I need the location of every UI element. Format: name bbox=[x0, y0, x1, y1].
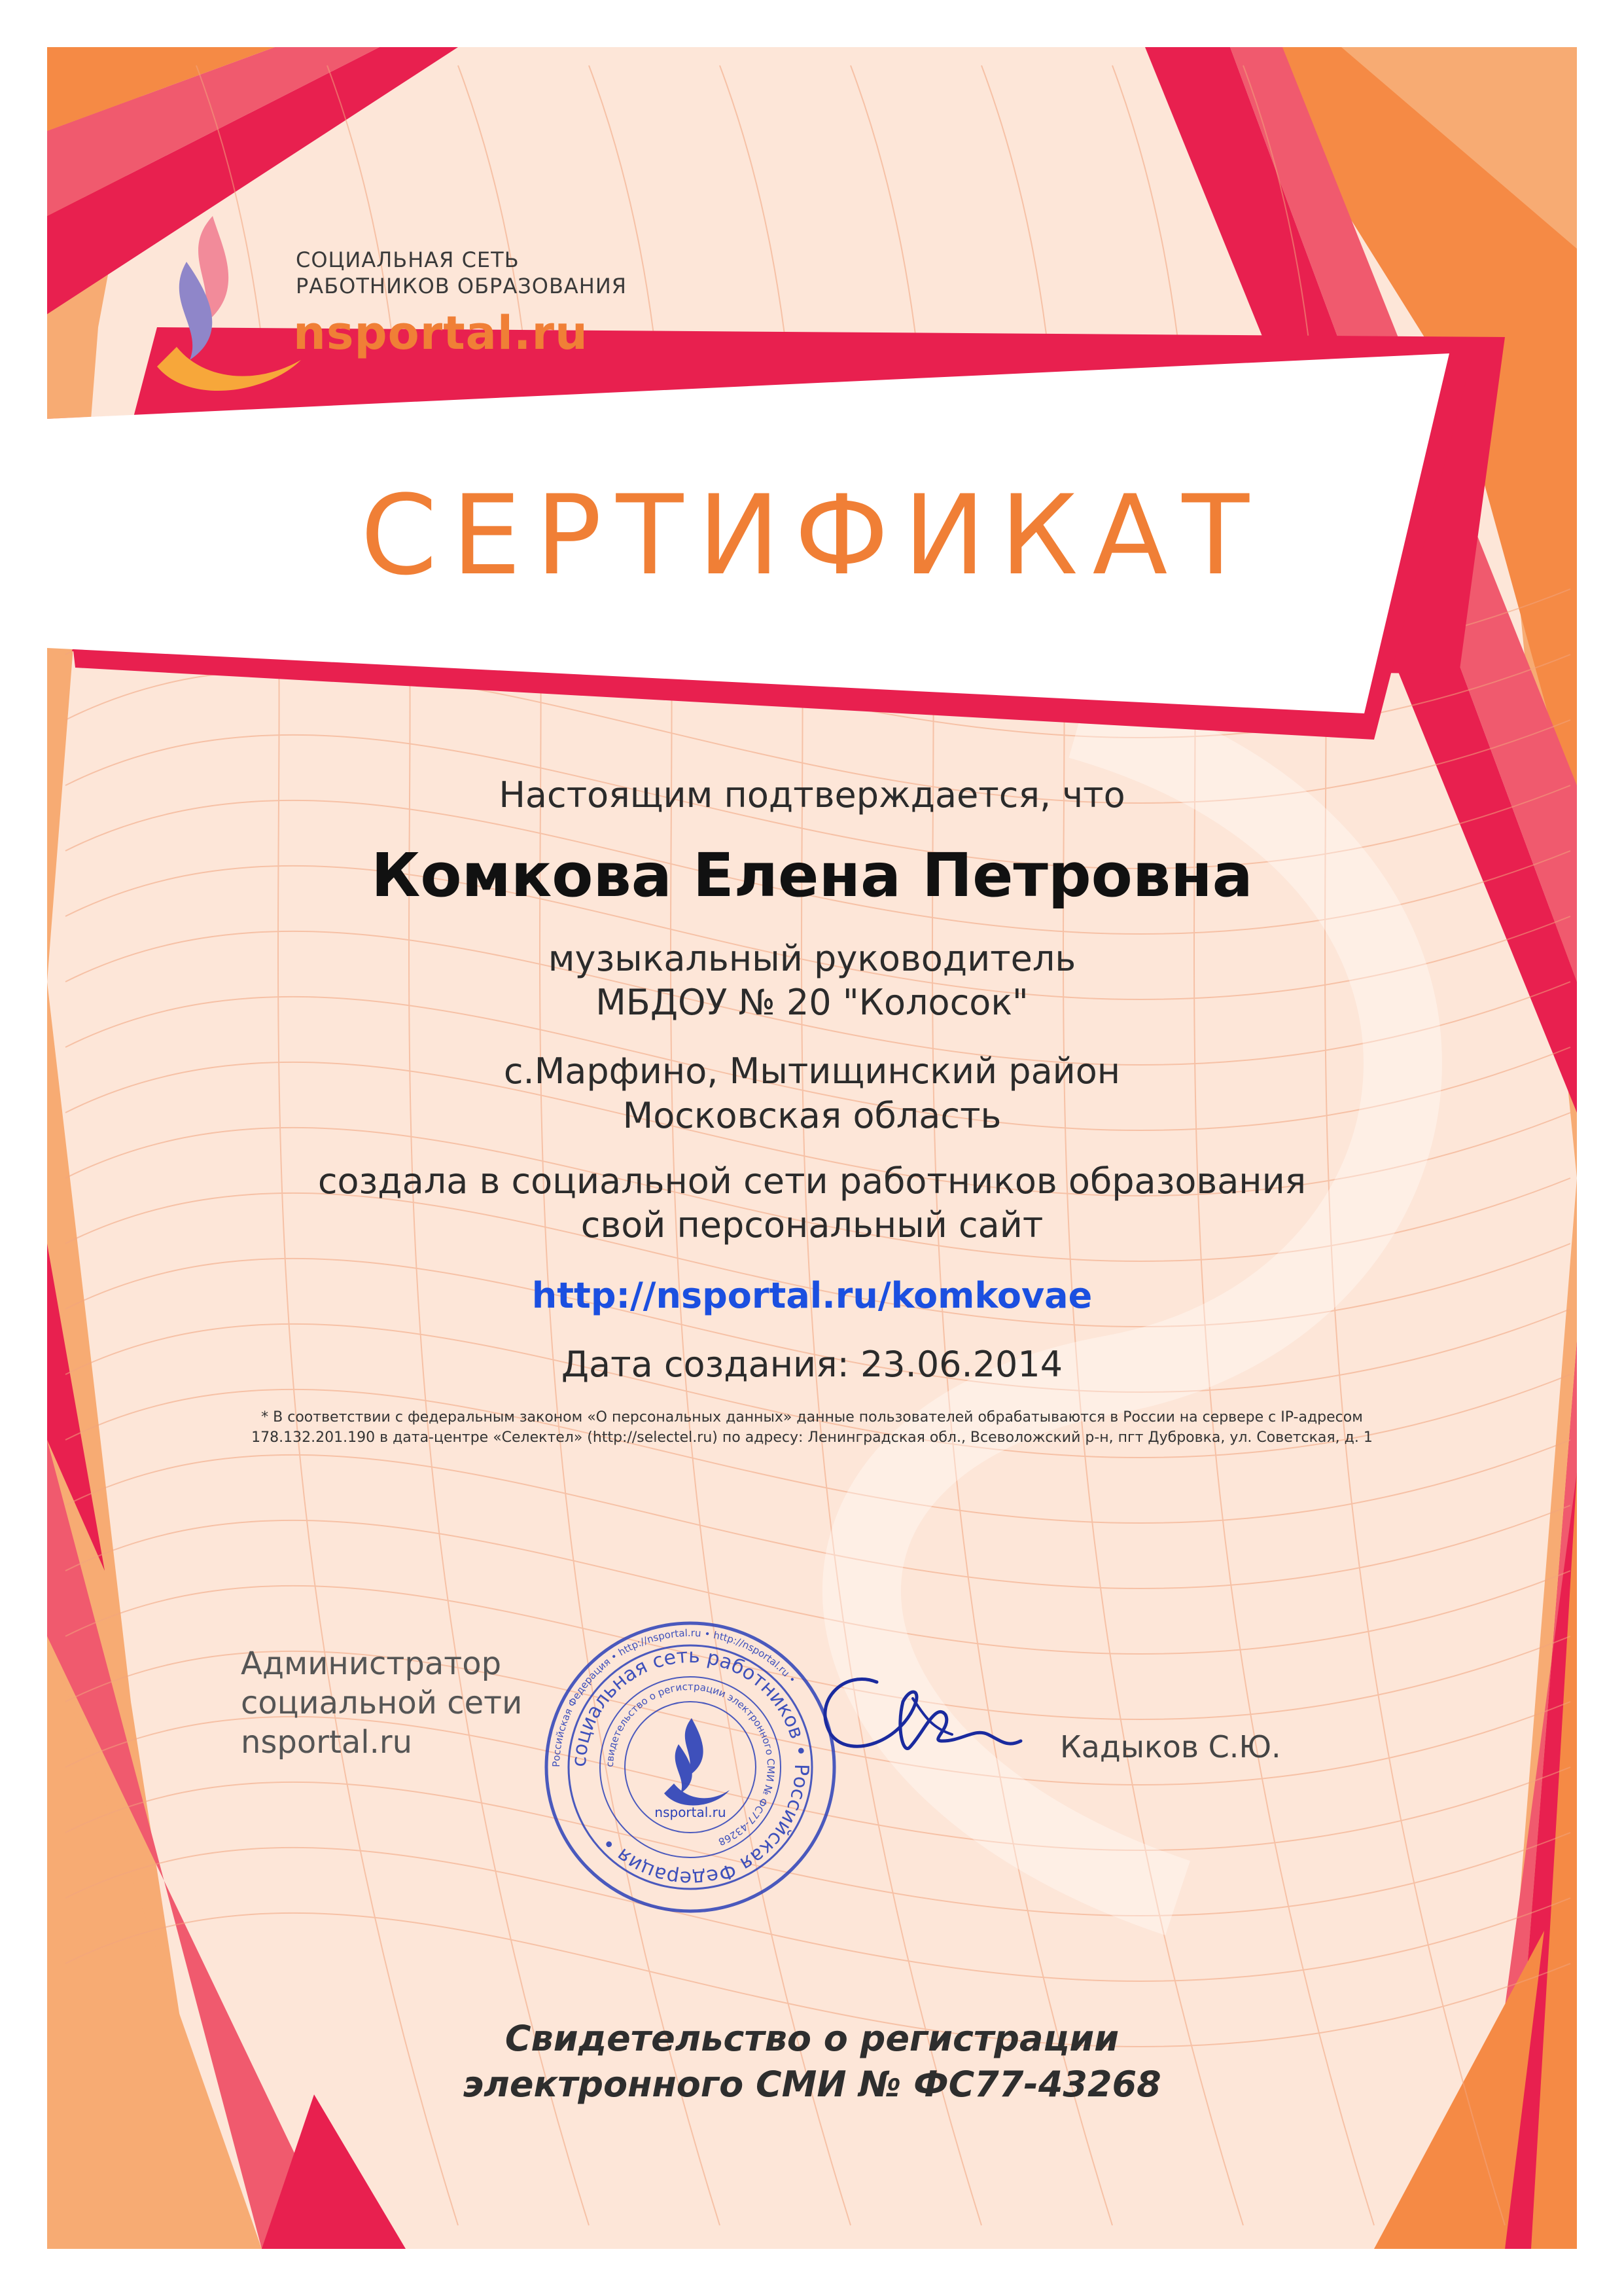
position-line2: МБДОУ № 20 "Колосок" bbox=[595, 982, 1029, 1023]
statement-line2: свой персональный сайт bbox=[580, 1204, 1044, 1246]
stamp-inner-text: свидетельство о регистрации электронного СМИ № ФС77-43268 bbox=[603, 1680, 777, 1848]
registration-line1: Свидетельство о регистрации bbox=[504, 2018, 1120, 2059]
logo-line1: СОЦИАЛЬНАЯ СЕТЬ bbox=[296, 247, 520, 272]
position-line1: музыкальный руководитель bbox=[548, 938, 1076, 979]
footnote-line2: 178.132.201.190 в дата-центре «Селектел» (http://selectel.ru) по адресу: Ленинградская обл., Всеволожский р-н, пгт Дубровка, ул. Советская, д. 1 bbox=[251, 1429, 1373, 1446]
admin-block bbox=[241, 1644, 522, 1762]
signer-name: Кадыков С.Ю. bbox=[1060, 1729, 1281, 1765]
stamp-flame-icon bbox=[664, 1718, 730, 1806]
registration-line2: электронного СМИ № ФС77-43268 bbox=[463, 2064, 1161, 2105]
logo-brand: nsportal.ru bbox=[293, 306, 588, 360]
signature bbox=[805, 1662, 1053, 1780]
admin-line1: Администратор bbox=[241, 1645, 502, 1682]
person-name: Комкова Елена Петровна bbox=[371, 840, 1253, 910]
stamp-middle-text: социальная сеть работников • Российская Федерация • bbox=[567, 1644, 813, 1890]
admin-line3: nsportal.ru bbox=[241, 1724, 412, 1761]
statement-line1: создала в социальной сети работников образования bbox=[317, 1160, 1307, 1202]
intro-text: Настоящим подтверждается, что bbox=[499, 774, 1125, 816]
official-stamp bbox=[540, 1617, 841, 1918]
certificate-title: СЕРТИФИКАТ bbox=[360, 471, 1264, 600]
location-line1: с.Марфино, Мытищинский район bbox=[503, 1050, 1121, 1092]
admin-line2: социальной сети bbox=[241, 1685, 523, 1721]
logo-line2: РАБОТНИКОВ ОБРАЗОВАНИЯ bbox=[296, 274, 627, 298]
registration-info bbox=[0, 2016, 1624, 2108]
stamp-outer-text: Российская Федерация • http://nsportal.ru • http://nsportal.ru • bbox=[550, 1626, 799, 1768]
footnote-line1: * В соответствии с федеральным законом «О персональных данных» данные пользователей обрабатываются в России на сервере с IP-адресом bbox=[261, 1409, 1363, 1426]
creation-date: Дата создания: 23.06.2014 bbox=[561, 1344, 1063, 1385]
location-line2: Московская область bbox=[622, 1095, 1002, 1136]
site-url-link[interactable]: http://nsportal.ru/komkovae bbox=[531, 1275, 1093, 1316]
stamp-center-text: nsportal.ru bbox=[654, 1804, 726, 1820]
